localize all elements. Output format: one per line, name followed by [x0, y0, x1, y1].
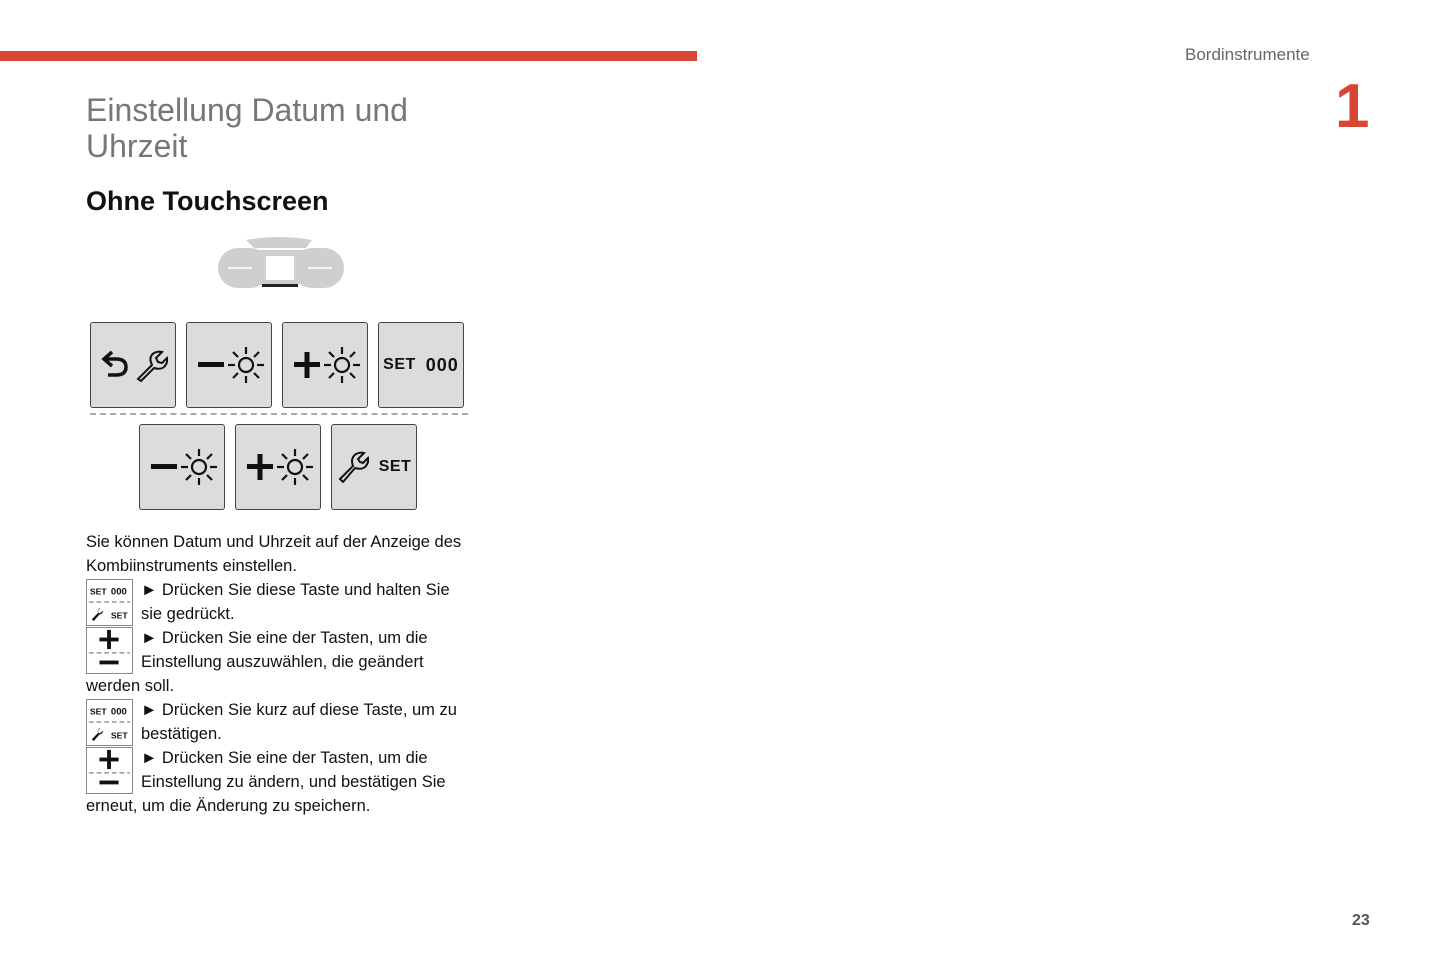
minus-brightness-icon: [147, 447, 217, 487]
back-wrench-key[interactable]: [90, 322, 176, 408]
svg-text:SET: SET: [110, 730, 128, 741]
plus-minus-icon: [86, 627, 133, 674]
back-wrench-icon: [98, 345, 168, 385]
plus-brightness-key-alt[interactable]: [235, 424, 321, 510]
step-4: [86, 746, 471, 818]
instructions-text: [86, 530, 471, 818]
step-1-text: ► Drücken Sie diese Taste und halten Sie sie gedrückt.: [141, 581, 450, 623]
set-keys-icon: [86, 699, 133, 746]
page-title: Einstellung Datum und Uhrzeit: [86, 92, 408, 164]
key-row-divider: [90, 413, 468, 415]
step-1: [86, 578, 471, 626]
set-label: SET: [383, 356, 416, 373]
subheading: Ohne Touchscreen: [86, 186, 329, 216]
set-keys-icon: [86, 579, 133, 626]
set-000-key[interactable]: [378, 322, 464, 408]
step-2-text: ► Drücken Sie eine der Tasten, um die Einstellung auszuwählen, die geändert werden soll.: [86, 629, 428, 695]
top-accent-bar: [0, 51, 697, 61]
step-3: [86, 698, 471, 746]
wrench-set-key[interactable]: [331, 424, 417, 510]
digits-label: 000: [425, 354, 459, 375]
plus-brightness-icon: [243, 447, 313, 487]
svg-text:SET: SET: [89, 586, 107, 597]
set-label: SET: [378, 458, 412, 475]
intro-text: Sie können Datum und Uhrzeit auf der Anzeige des Kombiinstruments einstellen.: [86, 533, 462, 575]
minus-brightness-icon: [194, 345, 264, 385]
instrument-cluster-illustration: [216, 236, 346, 297]
minus-brightness-key-alt[interactable]: [139, 424, 225, 510]
step-4-text: ► Drücken Sie eine der Tasten, um die Einstellung zu ändern, und bestätigen Sie erneut, um die Änderung zu speichern.: [86, 749, 446, 815]
plus-brightness-icon: [290, 345, 360, 385]
chapter-number: 1: [1335, 72, 1370, 141]
step-3-text: ► Drücken Sie kurz auf diese Taste, um zu bestätigen.: [141, 701, 457, 743]
minus-brightness-key[interactable]: [186, 322, 272, 408]
svg-text:SET: SET: [89, 706, 107, 717]
plus-minus-icon: [86, 747, 133, 794]
svg-text:SET: SET: [110, 610, 128, 621]
page-number: 23: [1352, 912, 1370, 929]
step-2: [86, 626, 471, 698]
plus-brightness-key[interactable]: [282, 322, 368, 408]
svg-text:000: 000: [110, 706, 127, 718]
section-label: Bordinstrumente: [1185, 45, 1310, 64]
wrench-icon: [337, 451, 369, 483]
svg-text:000: 000: [110, 586, 127, 598]
